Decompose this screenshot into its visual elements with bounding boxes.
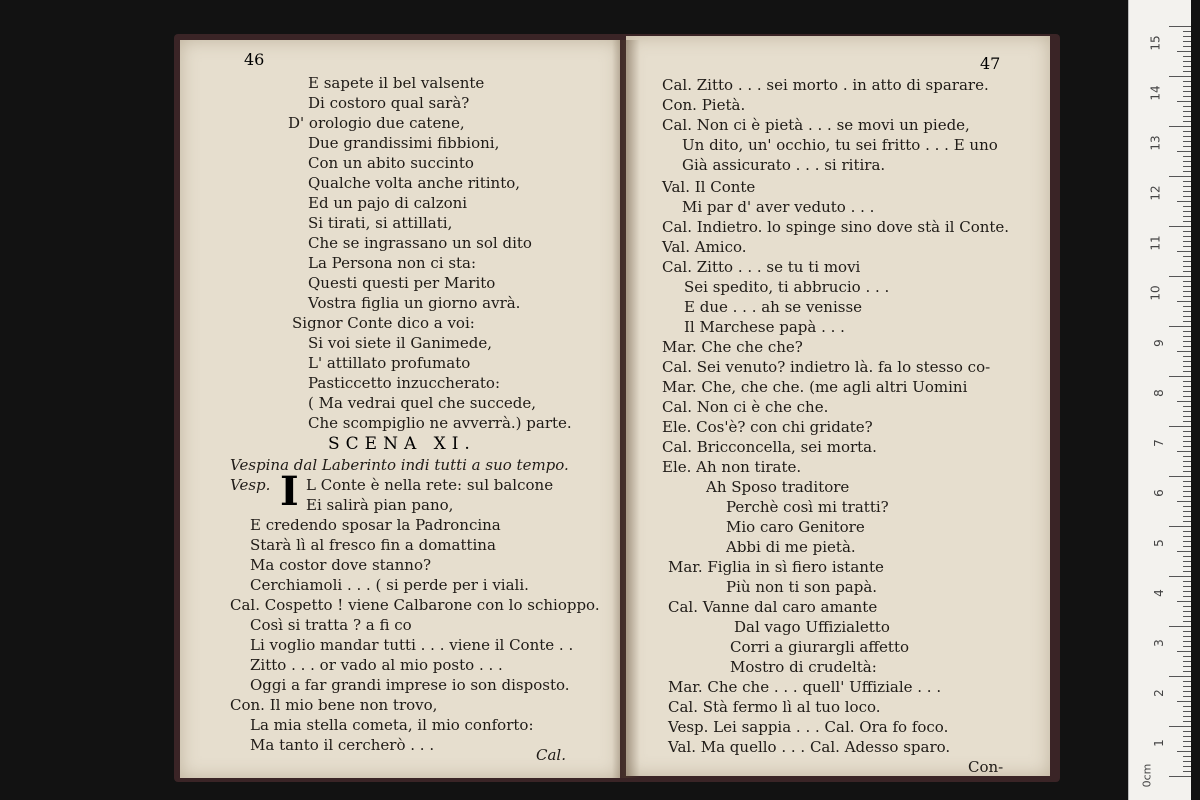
ruler-tick	[1183, 266, 1191, 267]
ruler-tick	[1183, 286, 1191, 287]
ruler-tick	[1183, 166, 1191, 167]
ruler-tick	[1177, 251, 1191, 252]
ruler-tick	[1177, 351, 1191, 352]
ruler-tick	[1177, 501, 1191, 502]
ruler-tick	[1183, 536, 1191, 537]
text-line: Di costoro qual sarà?	[308, 94, 470, 112]
ruler-tick	[1183, 561, 1191, 562]
ruler-tick	[1183, 736, 1191, 737]
text-line: Mostro di crudeltà:	[730, 658, 877, 676]
text-line: Con un abito succinto	[308, 154, 474, 172]
text-line: Più non ti son papà.	[726, 578, 878, 596]
ruler-tick	[1183, 366, 1191, 367]
text-line: Pasticcetto inzuccherato:	[308, 374, 501, 392]
ruler-tick	[1183, 681, 1191, 682]
ruler-mark-label: 14	[1148, 85, 1163, 101]
ruler-tick	[1177, 101, 1191, 102]
text-line: Ah Sposo traditore	[706, 478, 850, 496]
ruler-mark-label: 13	[1148, 135, 1163, 151]
text-line: E due . . . ah se venisse	[684, 298, 863, 316]
text-line: Ei salirà pian pano,	[306, 496, 454, 514]
ruler-tick	[1183, 466, 1191, 467]
text-line: Già assicurato . . . si ritira.	[682, 156, 886, 174]
text-line: Che scompiglio ne avverrà.) parte.	[308, 414, 572, 432]
ruler-tick	[1183, 491, 1191, 492]
catchword-left: Cal.	[536, 746, 566, 764]
text-line: Qualche volta anche ritinto,	[308, 174, 521, 192]
text-line: Signor Conte dico a voi:	[292, 314, 475, 332]
ruler-tick	[1183, 371, 1191, 372]
ruler-mark-label: 15	[1148, 35, 1163, 51]
ruler-tick	[1183, 121, 1191, 122]
ruler-tick	[1177, 151, 1191, 152]
text-line: Val. Amico.	[662, 238, 747, 256]
text-line: Mar. Che che che?	[662, 338, 803, 356]
ruler-tick	[1169, 326, 1191, 327]
ruler-mark-label: 6	[1152, 489, 1167, 497]
ruler-tick	[1183, 296, 1191, 297]
ruler-tick	[1169, 526, 1191, 527]
ruler-tick	[1183, 746, 1191, 747]
ruler-mark-label: 3	[1152, 639, 1167, 647]
ruler-tick	[1183, 321, 1191, 322]
ruler-tick	[1183, 656, 1191, 657]
ruler-tick	[1183, 616, 1191, 617]
ruler-tick	[1183, 541, 1191, 542]
text-line: ( Ma vedrai quel che succede,	[308, 394, 537, 412]
ruler-tick	[1169, 626, 1191, 627]
text-line: Il Marchese papà . . .	[684, 318, 845, 336]
ruler-tick	[1183, 636, 1191, 637]
ruler-tick	[1183, 531, 1191, 532]
book-gutter	[612, 40, 640, 778]
text-line: Ma costor dove stanno?	[250, 556, 432, 574]
ruler-tick	[1183, 171, 1191, 172]
page-number-right: 47	[980, 54, 1001, 73]
ruler-tick	[1183, 41, 1191, 42]
ruler-tick	[1183, 436, 1191, 437]
ruler-tick	[1183, 391, 1191, 392]
ruler-tick	[1183, 381, 1191, 382]
ruler-tick	[1183, 666, 1191, 667]
ruler-tick	[1183, 521, 1191, 522]
ruler-tick	[1183, 106, 1191, 107]
ruler-tick	[1183, 86, 1191, 87]
catchword-right: Con-	[968, 758, 1004, 776]
text-line: La mia stella cometa, il mio conforto:	[250, 716, 534, 734]
text-line: Cerchiamoli . . . ( si perde per i viali.	[250, 576, 529, 594]
ruler-tick	[1169, 126, 1191, 127]
ruler-tick	[1183, 441, 1191, 442]
ruler-tick	[1177, 551, 1191, 552]
ruler-mark-label: 5	[1152, 539, 1167, 547]
ruler-tick	[1183, 611, 1191, 612]
ruler-tick	[1177, 201, 1191, 202]
ruler-tick	[1183, 456, 1191, 457]
text-line: L' attillato profumato	[308, 354, 471, 372]
ruler-tick	[1183, 361, 1191, 362]
text-line: Mar. Che, che che. (me agli altri Uomini	[662, 378, 968, 396]
ruler-tick	[1183, 116, 1191, 117]
ruler-tick	[1183, 91, 1191, 92]
ruler-tick	[1183, 281, 1191, 282]
text-line: Mar. Che che . . . quell' Uffiziale . . .	[668, 678, 942, 696]
ruler-tick	[1183, 346, 1191, 347]
ruler-tick	[1183, 706, 1191, 707]
ruler-tick	[1183, 206, 1191, 207]
text-line: Dal vago Uffizialetto	[734, 618, 890, 636]
ruler-tick	[1183, 461, 1191, 462]
ruler-tick	[1183, 591, 1191, 592]
ruler-tick	[1183, 756, 1191, 757]
ruler-tick	[1183, 111, 1191, 112]
ruler-unit-label: 0cm	[1140, 763, 1154, 788]
text-line: Zitto . . . or vado al mio posto . . .	[250, 656, 503, 674]
text-line: Che se ingrassano un sol dito	[308, 234, 532, 252]
ruler-tick	[1183, 471, 1191, 472]
ruler-mark-label: 12	[1148, 185, 1163, 201]
text-line: Li voglio mandar tutti . . . viene il Conte . .	[250, 636, 574, 654]
ruler-tick	[1183, 766, 1191, 767]
ruler-tick	[1183, 416, 1191, 417]
ruler-tick	[1183, 641, 1191, 642]
ruler-tick	[1177, 601, 1191, 602]
ruler-tick	[1183, 621, 1191, 622]
ruler-tick	[1169, 726, 1191, 727]
ruler-tick	[1183, 161, 1191, 162]
ruler-tick	[1183, 221, 1191, 222]
text-line: Si tirati, si attillati,	[308, 214, 453, 232]
ruler-mark-label: 7	[1152, 439, 1167, 447]
page-number-left: 46	[244, 50, 265, 69]
ruler-tick	[1183, 231, 1191, 232]
ruler-tick	[1183, 341, 1191, 342]
ruler-tick	[1183, 631, 1191, 632]
ruler-tick	[1183, 556, 1191, 557]
text-line: Starà lì al fresco fin a domattina	[250, 536, 496, 554]
ruler-tick	[1183, 306, 1191, 307]
ruler-tick	[1183, 691, 1191, 692]
ruler-tick	[1183, 481, 1191, 482]
ruler-tick	[1183, 331, 1191, 332]
ruler-tick	[1183, 81, 1191, 82]
ruler-tick	[1183, 546, 1191, 547]
ruler-tick	[1183, 71, 1191, 72]
ruler-tick	[1169, 476, 1191, 477]
ruler-tick	[1183, 141, 1191, 142]
ruler-mark-label: 11	[1148, 235, 1163, 251]
text-line: L Conte è nella rete: sul balcone	[306, 476, 554, 494]
ruler-tick	[1183, 181, 1191, 182]
ruler-tick	[1183, 646, 1191, 647]
drop-cap: I	[280, 468, 299, 515]
ruler-tick	[1169, 176, 1191, 177]
ruler-tick	[1183, 211, 1191, 212]
text-line: La Persona non ci sta:	[308, 254, 477, 272]
ruler-tick	[1183, 191, 1191, 192]
ruler-tick	[1183, 421, 1191, 422]
ruler-tick	[1183, 156, 1191, 157]
ruler-mark-label: 8	[1152, 389, 1167, 397]
ruler-tick	[1183, 36, 1191, 37]
ruler-tick	[1183, 731, 1191, 732]
ruler-tick	[1183, 586, 1191, 587]
ruler-tick	[1183, 606, 1191, 607]
ruler-tick	[1183, 486, 1191, 487]
ruler-tick	[1177, 751, 1191, 752]
text-line: Ma tanto il cercherò . . .	[250, 736, 435, 754]
text-line: Cal. Non ci è pietà . . . se movi un piede,	[662, 116, 970, 134]
text-line: Con. Il mio bene non trovo,	[230, 696, 438, 714]
text-line: Cal. Vanne dal caro amante	[668, 598, 878, 616]
ruler-tick	[1169, 26, 1191, 27]
ruler-mark-label: 2	[1152, 689, 1167, 697]
ruler-tick	[1183, 516, 1191, 517]
text-line: Mar. Figlia in sì fiero istante	[668, 558, 884, 576]
ruler-mark-label: 10	[1148, 285, 1163, 301]
ruler-tick	[1183, 236, 1191, 237]
ruler-tick	[1177, 301, 1191, 302]
ruler-tick	[1183, 31, 1191, 32]
ruler-mark-label: 9	[1152, 339, 1167, 347]
text-line: Val. Ma quello . . . Cal. Adesso sparo.	[668, 738, 951, 756]
ruler-tick	[1183, 291, 1191, 292]
ruler-tick	[1183, 566, 1191, 567]
ruler-tick	[1183, 686, 1191, 687]
ruler-tick	[1183, 411, 1191, 412]
stage-direction: Vespina dal Laberinto indi tutti a suo tempo.	[230, 456, 569, 474]
text-line: Cal. Sei venuto? indietro là. fa lo stesso co-	[662, 358, 991, 376]
text-line: Ed un pajo di calzoni	[308, 194, 468, 212]
ruler-mark-label: 1	[1152, 739, 1167, 747]
text-line: Cal. Zitto . . . sei morto . in atto di sparare.	[662, 76, 989, 94]
ruler-tick	[1169, 576, 1191, 577]
ruler-tick	[1183, 446, 1191, 447]
ruler-tick	[1183, 61, 1191, 62]
ruler-tick	[1183, 336, 1191, 337]
text-line: E sapete il bel valsente	[308, 74, 485, 92]
ruler-tick	[1169, 776, 1191, 777]
text-line: Abbi di me pietà.	[726, 538, 856, 556]
text-line: Un dito, un' occhio, tu sei fritto . . . E uno	[682, 136, 998, 154]
text-line: Ele. Ah non tirate.	[662, 458, 802, 476]
ruler-tick	[1183, 761, 1191, 762]
text-line: D' orologio due catene,	[288, 114, 465, 132]
ruler-tick	[1183, 216, 1191, 217]
text-line: Cal. Bricconcella, sei morta.	[662, 438, 877, 456]
ruler-tick	[1183, 431, 1191, 432]
text-line: Questi questi per Marito	[308, 274, 496, 292]
measurement-ruler	[1128, 0, 1191, 800]
text-line: Così si tratta ? a fi co	[250, 616, 412, 634]
scene-heading: SCENA XI.	[328, 434, 476, 454]
text-line: Mio caro Genitore	[726, 518, 865, 536]
ruler-tick	[1183, 261, 1191, 262]
ruler-tick	[1183, 696, 1191, 697]
ruler-tick	[1183, 721, 1191, 722]
ruler-tick	[1183, 316, 1191, 317]
ruler-tick	[1169, 76, 1191, 77]
ruler-tick	[1183, 506, 1191, 507]
text-line: Cal. Cospetto ! viene Calbarone con lo schioppo.	[230, 596, 600, 614]
ruler-tick	[1183, 771, 1191, 772]
text-line: Cal. Non ci è che che.	[662, 398, 829, 416]
text-line: Cal. Indietro. lo spinge sino dove stà il Conte.	[662, 218, 1010, 236]
ruler-tick	[1183, 96, 1191, 97]
text-line: Cal. Zitto . . . se tu ti movi	[662, 258, 861, 276]
ruler-tick	[1169, 676, 1191, 677]
text-line: Val. Il Conte	[662, 178, 756, 196]
ruler-tick	[1183, 356, 1191, 357]
ruler-tick	[1183, 146, 1191, 147]
speaker-label: Vesp.	[230, 476, 271, 494]
ruler-tick	[1183, 66, 1191, 67]
ruler-tick	[1183, 671, 1191, 672]
ruler-tick	[1183, 711, 1191, 712]
text-line: Vostra figlia un giorno avrà.	[308, 294, 521, 312]
ruler-mark-label: 4	[1152, 589, 1167, 597]
ruler-tick	[1183, 386, 1191, 387]
ruler-tick	[1183, 256, 1191, 257]
text-line: Due grandissimi fibbioni,	[308, 134, 500, 152]
ruler-tick	[1183, 186, 1191, 187]
ruler-tick	[1169, 226, 1191, 227]
ruler-tick	[1183, 271, 1191, 272]
text-line: Oggi a far grandi imprese io son disposto.	[250, 676, 570, 694]
ruler-tick	[1183, 581, 1191, 582]
ruler-tick	[1177, 701, 1191, 702]
ruler-tick	[1183, 131, 1191, 132]
ruler-tick	[1183, 716, 1191, 717]
ruler-tick	[1169, 426, 1191, 427]
text-line: Mi par d' aver veduto . . .	[682, 198, 875, 216]
ruler-tick	[1183, 46, 1191, 47]
ruler-tick	[1177, 451, 1191, 452]
text-line: Si voi siete il Ganimede,	[308, 334, 493, 352]
ruler-tick	[1183, 311, 1191, 312]
text-line: Con. Pietà.	[662, 96, 746, 114]
ruler-tick	[1183, 196, 1191, 197]
ruler-tick	[1169, 376, 1191, 377]
text-line: Vesp. Lei sappia . . . Cal. Ora fo foco.	[668, 718, 949, 736]
ruler-tick	[1183, 571, 1191, 572]
text-line: Perchè così mi tratti?	[726, 498, 889, 516]
text-line: Cal. Stà fermo lì al tuo loco.	[668, 698, 881, 716]
text-line: Sei spedito, ti abbrucio . . .	[684, 278, 890, 296]
ruler-tick	[1183, 241, 1191, 242]
ruler-tick	[1183, 136, 1191, 137]
ruler-tick	[1183, 596, 1191, 597]
ruler-tick	[1177, 401, 1191, 402]
ruler-tick	[1177, 651, 1191, 652]
ruler-tick	[1177, 51, 1191, 52]
ruler-tick	[1183, 511, 1191, 512]
ruler-tick	[1169, 276, 1191, 277]
text-line: Corri a giurargli affetto	[730, 638, 909, 656]
ruler-tick	[1183, 741, 1191, 742]
text-line: E credendo sposar la Padroncina	[250, 516, 501, 534]
ruler-tick	[1183, 496, 1191, 497]
ruler-tick	[1183, 661, 1191, 662]
ruler-tick	[1183, 406, 1191, 407]
text-line: Ele. Cos'è? con chi gridate?	[662, 418, 873, 436]
ruler-tick	[1183, 246, 1191, 247]
ruler-tick	[1183, 396, 1191, 397]
ruler-tick	[1183, 56, 1191, 57]
